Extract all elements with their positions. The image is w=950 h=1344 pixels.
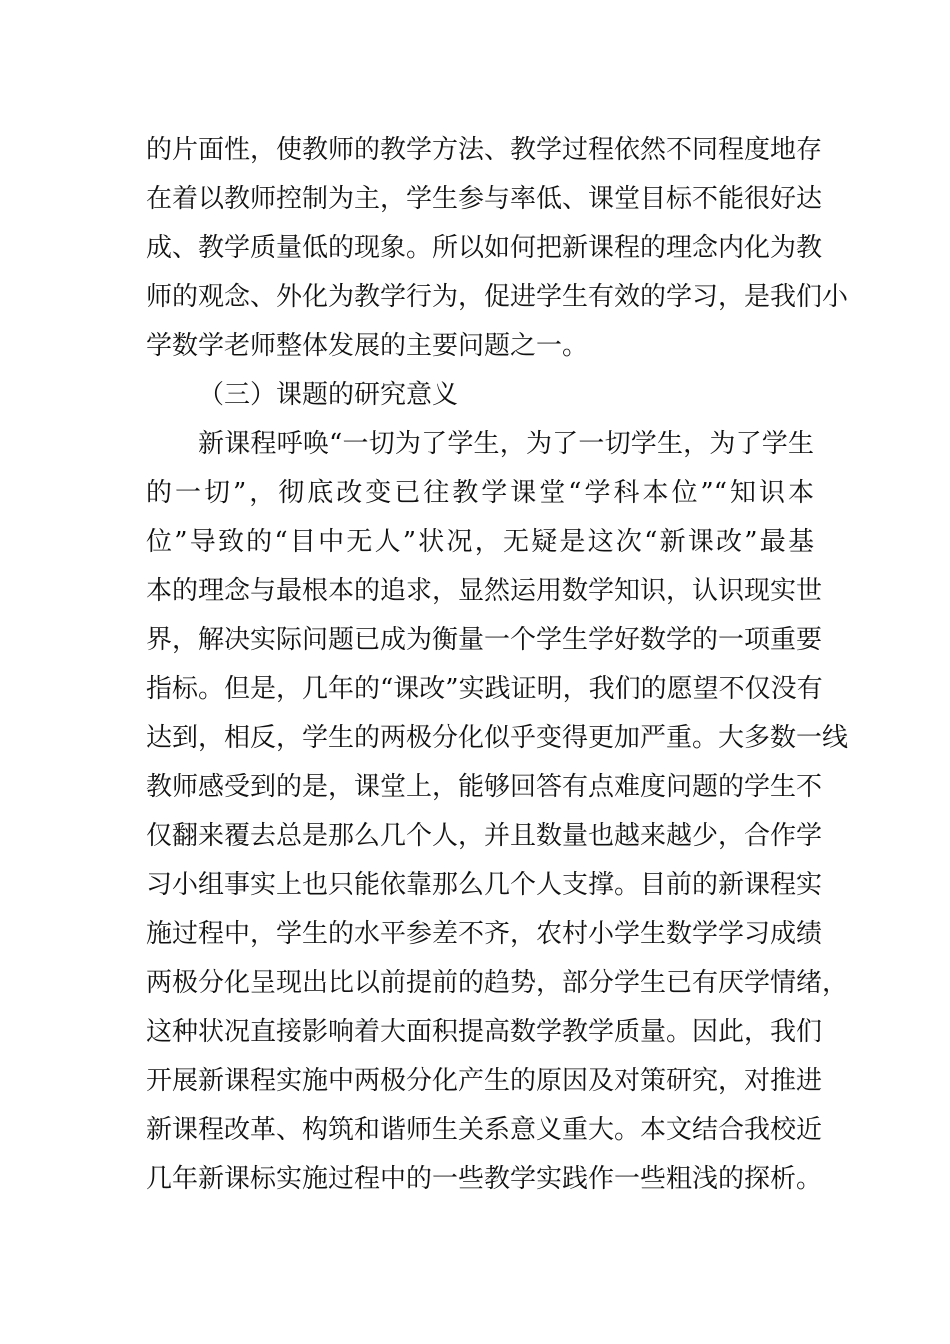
text-line: 本的理念与最根本的追求，显然运用数学知识，认识现实世: [146, 576, 823, 606]
text-line: 几年新课标实施过程中的一些教学实践作一些粗浅的探析。: [146, 1164, 823, 1194]
text-line: 在着以教师控制为主，学生参与率低、课堂目标不能很好达: [146, 184, 823, 214]
text-line: 教师感受到的是，课堂上，能够回答有点难度问题的学生不: [146, 772, 823, 802]
text-line: 位”导致的“目中无人”状况，无疑是这次“新课改”最基: [146, 527, 814, 557]
text-line: 学数学老师整体发展的主要问题之一。: [146, 331, 589, 361]
text-line: 施过程中，学生的水平参差不齐，农村小学生数学学习成绩: [146, 919, 823, 949]
text-line: 的片面性，使教师的教学方法、教学过程依然不同程度地存: [146, 135, 823, 165]
text-line: 习小组事实上也只能依靠那么几个人支撑。目前的新课程实: [146, 870, 823, 900]
text-line: 成、教学质量低的现象。所以如何把新课程的理念内化为教: [146, 233, 823, 263]
text-line: 新课程呼唤“一切为了学生，为了一切学生，为了学生: [198, 429, 814, 459]
text-line: 仅翻来覆去总是那么几个人，并且数量也越来越少，合作学: [146, 821, 823, 851]
text-line: 指标。但是，几年的“课改”实践证明，我们的愿望不仅没有: [146, 674, 823, 704]
paragraph-1: [146, 126, 849, 371]
text-line: 达到，相反，学生的两极分化似乎变得更加严重。大多数一线: [146, 723, 849, 753]
text-line: 界，解决实际问题已成为衡量一个学生学好数学的一项重要: [146, 625, 823, 655]
paragraph-2: [146, 420, 849, 1204]
text-line: 的一切”，彻底改变已往教学课堂“学科本位”“知识本: [146, 478, 814, 508]
section-heading: （三）课题的研究意义: [198, 380, 459, 410]
text-line: 开展新课程实施中两极分化产生的原因及对策研究，对推进: [146, 1066, 823, 1096]
text-line: 两极分化呈现出比以前提前的趋势，部分学生已有厌学情绪，: [146, 968, 849, 998]
text-line: 这种状况直接影响着大面积提高数学教学质量。因此，我们: [146, 1017, 823, 1047]
text-line: 新课程改革、构筑和谐师生关系意义重大。本文结合我校近: [146, 1115, 823, 1145]
text-line: 师的观念、外化为教学行为，促进学生有效的学习，是我们小: [146, 282, 849, 312]
document-body: [146, 126, 849, 1204]
